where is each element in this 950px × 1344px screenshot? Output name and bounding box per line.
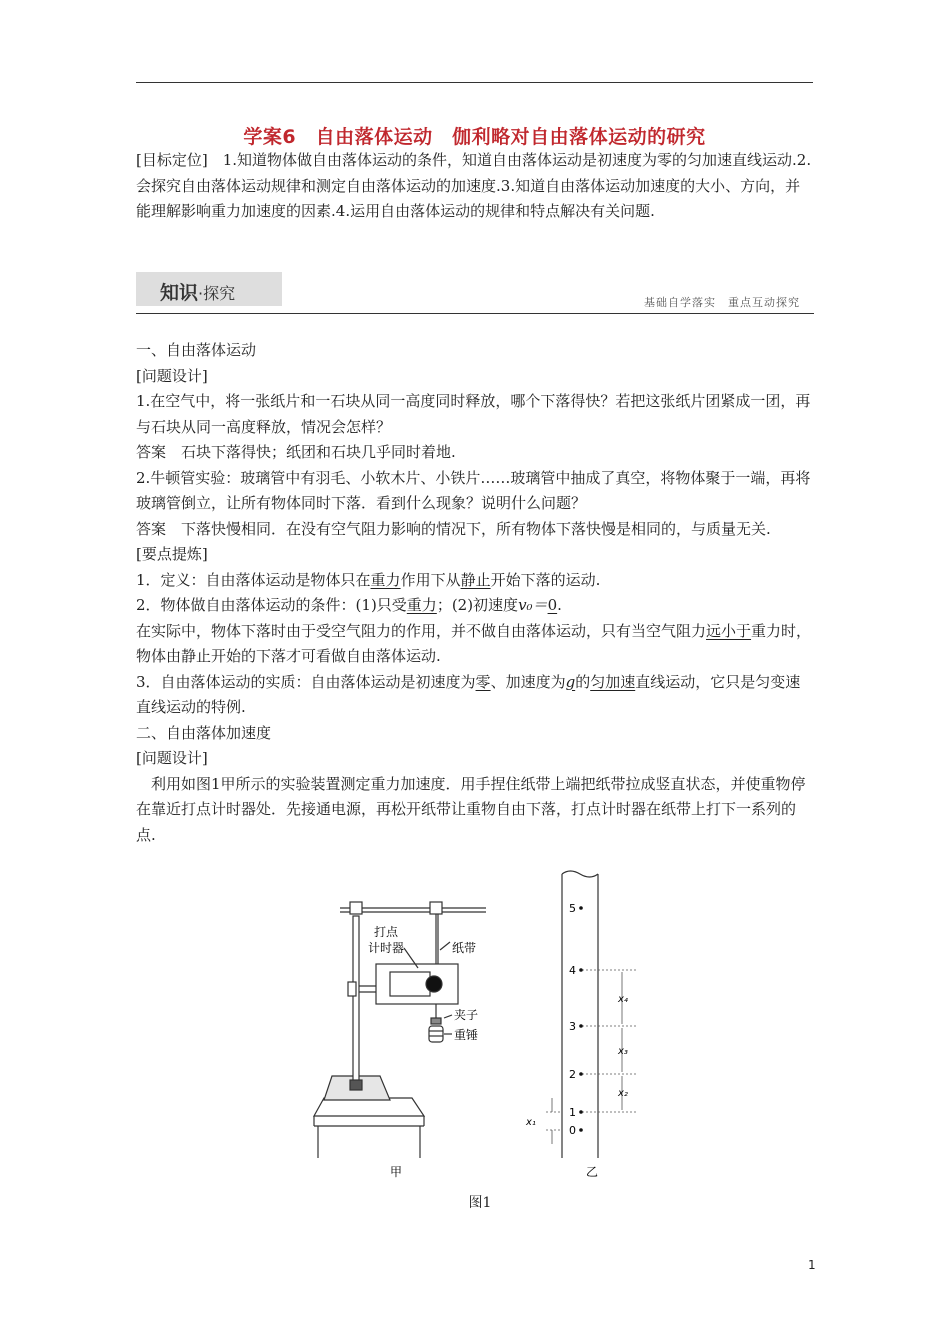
key-point-2b: 在实际中，物体下落时由于受空气阻力的作用，并不做自由落体运动，只有当空气阻力远小于重力时，物体由静止开始的下落才可看做自由落体运动. (136, 621, 812, 665)
tape-dot-1 (579, 1110, 583, 1114)
tape-dot-2 (579, 1072, 583, 1076)
label-timer-line1: 打点 (373, 925, 399, 939)
problem-design-label-2: [问题设计] (136, 749, 208, 767)
answer-2: 答案 下落快慢相同．在没有空气阻力影响的情况下，所有物体下落快慢是相同的，与质量无关. (136, 519, 771, 538)
goal-label: [目标定位] (136, 151, 208, 169)
tape-point-labels (569, 902, 576, 1137)
tape-dot-5 (579, 906, 583, 910)
key-point-2: 2．物体做自由落体运动的条件：(1)只受重力；(2)初速度v₀＝0. (136, 596, 562, 614)
tape-label-4: 4 (569, 964, 576, 977)
label-jia: 甲 (389, 1165, 403, 1179)
learning-goals (136, 148, 814, 225)
experiment-paragraph: 利用如图1甲所示的实验装置测定重力加速度．用手捏住纸带上端把纸带拉成竖直状态，并使重物停在靠近打点计时器处．先接通电源，再松开纸带让重物自由下落，打点计时器在纸带上打下一系列的点. (136, 774, 806, 844)
key-points-label: [要点提炼] (136, 545, 208, 563)
figure-caption: 图1 (468, 1195, 492, 1211)
label-clip: 夹子 (454, 1008, 479, 1022)
band-subtitle: 基础自学落实 重点互动探究 (644, 296, 800, 309)
tape-dot-0 (579, 1128, 583, 1132)
band-rule (136, 313, 814, 314)
label-weight: 重锤 (454, 1028, 479, 1042)
tape-label-2: 2 (569, 1068, 576, 1081)
figure-1-diagram (300, 868, 660, 1188)
answer-1: 答案 石块下落得快；纸团和石块几乎同时着地. (136, 443, 456, 461)
interval-x2: x₂ (618, 1088, 628, 1099)
tape-dots (579, 906, 583, 1132)
tape-dot-3 (579, 1024, 583, 1028)
question-1: 1.在空气中，将一张纸片和一石块从同一高度同时释放，哪个下落得快？若把这张纸片团紧成一团，再与石块从同一高度释放，情况会怎样？ (136, 392, 811, 436)
tape-label-0: 0 (569, 1124, 576, 1137)
band-title: 知识·探究 (160, 282, 236, 304)
question-2: 2.牛顿管实验：玻璃管中有羽毛、小软木片、小铁片……玻璃管中抽成了真空，将物体聚于一端，再将玻璃管倒立，让所有物体同时下落．看到什么现象？说明什么问题？ (136, 468, 811, 512)
tape-label-5: 5 (569, 902, 576, 915)
tape-label-3: 3 (569, 1020, 576, 1033)
key-point-3: 3．自由落体运动的实质：自由落体运动是初速度为零、加速度为g的匀加速直线运动，它只是匀变速直线运动的特例. (136, 672, 801, 716)
tape-label-1: 1 (569, 1106, 576, 1119)
problem-design-label: [问题设计] (136, 366, 208, 385)
section-band (136, 268, 814, 314)
label-timer-line2: 计时器 (367, 941, 405, 955)
main-content (136, 338, 814, 848)
goal-text: 1.知道物体做自由落体运动的条件，知道自由落体运动是初速度为零的匀加速直线运动.2.会探究自由落体运动规律和测定自由落体运动的加速度.3.知道自由落体运动加速度的大小、方向，并能理解影响重力加速度的因素.4.运用自由落体运动的规律和特点解决有关问题. (136, 151, 812, 220)
section-heading-2: 二、自由落体加速度 (136, 723, 272, 742)
label-tape: 纸带 (452, 941, 477, 955)
page-title: 学案6 自由落体运动 伽利略对自由落体运动的研究 (243, 126, 706, 148)
paper-tape-diagram (546, 871, 636, 1158)
tape-dot-4 (579, 968, 583, 972)
interval-x1: x₁ (526, 1117, 536, 1128)
label-yi: 乙 (585, 1165, 599, 1179)
figure-1 (300, 868, 660, 1220)
interval-x3: x₃ (618, 1046, 628, 1057)
section-heading: 一、自由落体运动 (136, 341, 257, 359)
page-number: 1 (808, 1258, 816, 1272)
header-rule (136, 82, 813, 83)
interval-x4: x₄ (618, 994, 628, 1005)
key-point-1: 1．定义：自由落体运动是物体只在重力作用下从静止开始下落的运动. (136, 570, 601, 589)
interval-labels (525, 994, 628, 1128)
